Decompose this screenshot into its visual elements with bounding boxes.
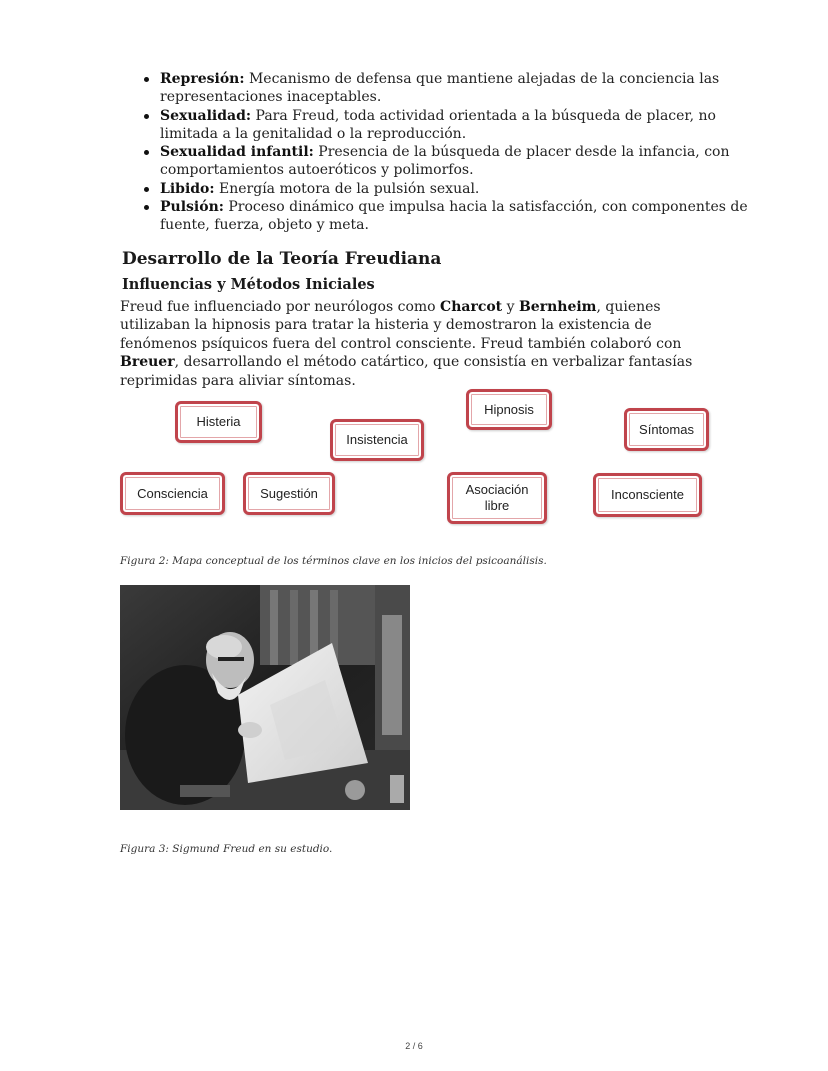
subsection-title: Influencias y Métodos Iniciales [122,276,375,293]
list-item [160,180,750,198]
node-label-line: Asociación [465,482,529,497]
node-label-line: libre [484,498,510,513]
node-asociacion-libre [447,472,547,524]
key-terms-list [120,70,750,235]
term-definition: Presencia de la búsqueda de placer desde la infancia, con comportamientos autoeróticos y polimorfos. [160,144,730,179]
list-item [160,143,750,180]
paragraph-text: , desarrollando el método catártico, que consistía en verbalizar fantasías reprimidas para aliviar síntomas. [120,354,693,389]
charcot-name: Charcot [440,299,503,315]
paragraph-text: Freud fue influenciado por neurólogos como [120,299,441,315]
term-label: Pulsión: [160,199,224,216]
list-item [160,107,750,144]
list-item [160,70,750,107]
bernheim-name: Bernheim [518,299,597,315]
figure-2-caption: Figura 2: Mapa conceptual de los términos clave en los inicios del psicoanálisis. [120,555,547,567]
node-sugestion: Sugestión [243,472,335,515]
paragraph-text: y [502,299,519,315]
node-inconsciente: Inconsciente [593,473,702,517]
node-hipnosis: Hipnosis [466,389,552,430]
paragraph-text: , quienes utilizaban la hipnosis para tratar la histeria y demostraron la existencia de fenómenos psíquicos fuera del control consciente. Freud también colaboró con [120,299,682,352]
term-definition: Para Freud, toda actividad orientada a la búsqueda de placer, no limitada a la genitalidad o la reproducción. [160,107,716,142]
node-consciencia: Consciencia [120,472,225,515]
term-definition: Energía motora de la pulsión sexual. [214,180,480,197]
term-label: Represión: [160,71,245,87]
term-label: Sexualidad: [160,107,252,124]
term-label: Sexualidad infantil: [160,144,314,161]
section-title: Desarrollo de la Teoría Freudiana [122,249,442,269]
figure-3-caption: Figura 3: Sigmund Freud en su estudio. [120,843,333,855]
freud-photo [120,585,410,810]
term-definition: Proceso dinámico que impulsa hacia la satisfacción, con componentes de fuente, fuerza, objeto y meta. [160,199,748,234]
node-histeria: Histeria [175,401,262,443]
node-sintomas: Síntomas [624,408,709,451]
breuer-name: Breuer [120,354,175,371]
node-insistencia: Insistencia [330,419,424,461]
list-item [160,198,750,235]
influences-paragraph [120,298,710,390]
page-number: 2 / 6 [405,1041,423,1051]
freud-photo-image [120,585,410,810]
term-definition: Mecanismo de defensa que mantiene alejadas de la conciencia las representaciones inaceptables. [160,71,720,106]
term-label: Libido: [160,180,215,197]
